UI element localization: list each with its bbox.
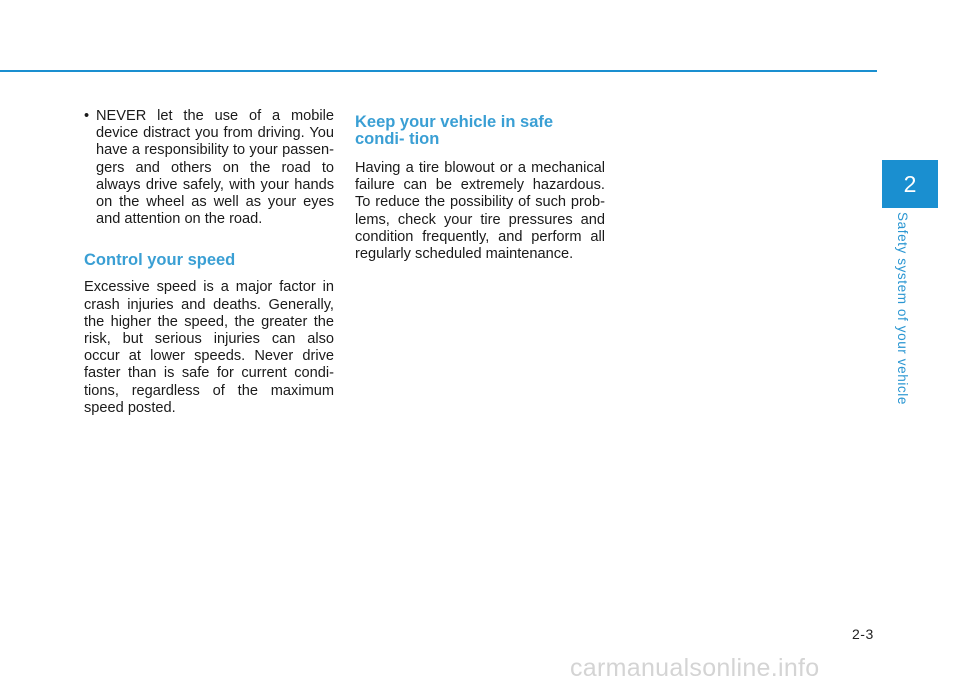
bullet-item-mobile-device — [84, 108, 334, 228]
watermark-text: carmanualsonline.info — [570, 654, 820, 682]
right-column — [355, 108, 605, 263]
page-number: 2-3 — [852, 626, 874, 642]
section-number-tab: 2 — [882, 160, 938, 208]
bullet-marker: • — [84, 108, 90, 124]
paragraph-control-speed: Excessive speed is a major factor in crash injuries and deaths. Generally, the higher the speed, the greater the risk, but serious injuries can also occur at lower speeds. Never drive faster than is safe for current condi- tions, regardless of the maximum speed posted. — [84, 279, 334, 416]
bullet-text: NEVER let the use of a mobile device distract you from driving. You have a responsibility to your passen- gers and others on the road to always drive safely, with your hands on the wheel as well as your eyes and attention on the road. — [96, 108, 334, 228]
left-column — [84, 108, 334, 417]
header-rule — [0, 70, 877, 72]
paragraph-safe-condition: Having a tire blowout or a mechanical failure can be extremely hazardous. To reduce the possibility of such prob- lems, check your tire pressures and condition frequently, and perform all regularly scheduled maintenance. — [355, 160, 605, 263]
heading-safe-condition: Keep your vehicle in safe condi- tion — [355, 113, 554, 148]
heading-control-speed: Control your speed — [84, 251, 236, 270]
section-title-label: Safety system of your vehicle — [895, 212, 910, 405]
